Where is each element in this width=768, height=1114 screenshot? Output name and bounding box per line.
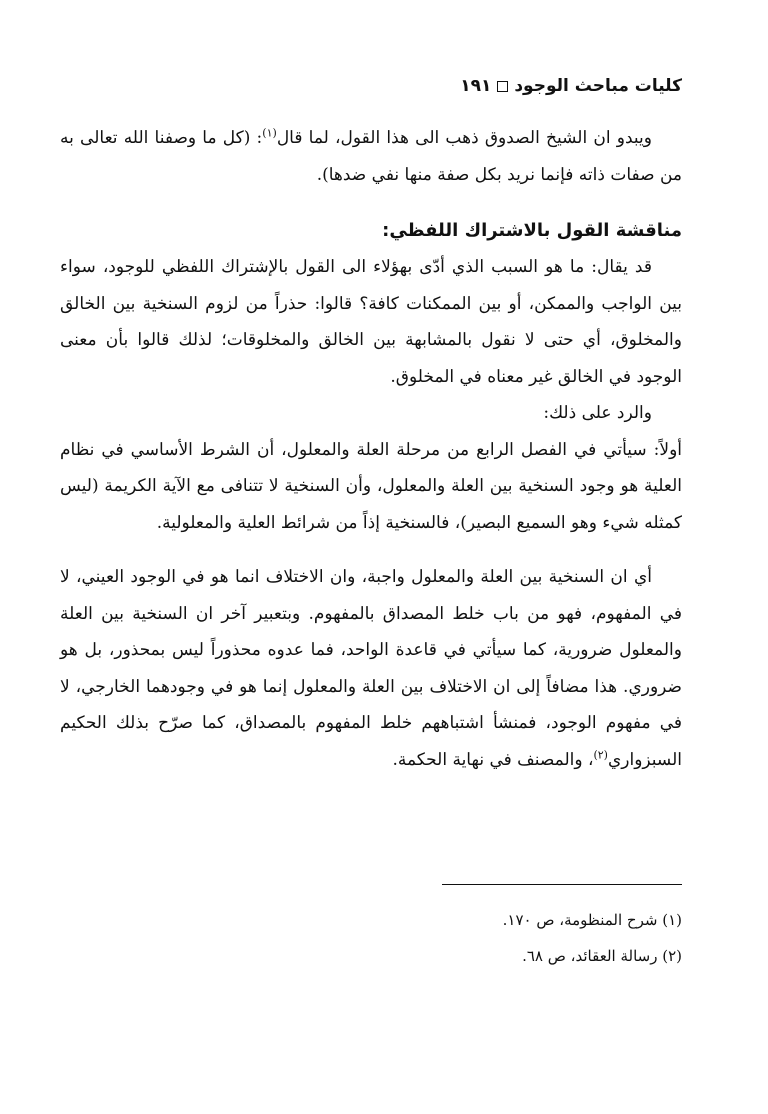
reply-intro: والرد على ذلك: — [543, 403, 652, 423]
intro-text: ويبدو ان الشيخ الصدوق ذهب الى هذا القول، لما قال — [276, 128, 652, 148]
running-head-title: كليات مباحث الوجود — [514, 76, 682, 96]
footnote-ref-1: (١) — [262, 126, 277, 140]
body-text — [60, 120, 682, 778]
explanation-text: أي ان السنخية بين العلة والمعلول واجبة، وان الاختلاف انما هو في الوجود العيني، لا في المفهوم، فهو من باب خلط المصداق بالمفهوم. وبتعبير آخر ان السنخية بين العلة والمعلول ضرورية، كما سيأتي في قاعدة الواحد، فما عدوه محذوراً ليس بمحذور، بل هو ضروري. هذا مضافاً إلى ان الاختلاف بين العلة والمعلول إنما هو في وجودهما الخارجي، لا في مفهوم الوجود، فمنشأ اشتباههم خلط المفهوم بالمصداق، كما صرّح بذلك الحكيم السبزواري — [60, 567, 682, 770]
intro-paragraph — [60, 120, 682, 193]
explanation-end: ، والمصنف في نهاية الحكمة. — [392, 749, 594, 770]
section-heading: مناقشة القول بالاشتراك اللفظي: — [382, 220, 682, 241]
paragraph-first-point: أولاً: سيأتي في الفصل الرابع من مرحلة العلة والمعلول، أن الشرط الأساسي في نظام العلية هو وجود السنخية بين العلة والمعلول، وأن السنخية لا تتنافى مع الآية الكريمة (ليس كمثله شيء وهو السميع البصير)، فالسنخية إذاً من شرائط العلية والمعلولية. — [60, 439, 682, 533]
footnote-1: (١) شرح المنظومة، ص ١٧٠. — [502, 911, 682, 929]
page-number: ١٩١ — [460, 76, 492, 96]
footnote-ref-2: (٢) — [593, 747, 608, 761]
footnote-divider — [442, 884, 682, 885]
footnotes — [60, 902, 682, 974]
running-head — [460, 76, 682, 96]
paragraph-explanation — [60, 559, 682, 778]
footnote-2: (٢) رسالة العقائد، ص ٦٨. — [522, 947, 682, 965]
intro-quote: : (كل ما وصفنا الله تعالى به من صفات ذاته فإنما نريد بكل صفة منها نفي ضدها). — [60, 128, 682, 185]
square-ornament-icon — [497, 81, 508, 92]
paragraph-objection: قد يقال: ما هو السبب الذي أدّى بهؤلاء الى القول بالإشتراك اللفظي للوجود، سواء بين الواجب والممكن، أو بين الممكنات كافة؟ قالوا: حذراً من لزوم السنخية بين الخالق والمخلوق، أي حتى لا نقول بالمشابهة بين الخالق والمخلوقات؛ لذلك قالوا بأن معنى الوجود في الخالق غير معناه في المخلوق. — [60, 257, 682, 387]
